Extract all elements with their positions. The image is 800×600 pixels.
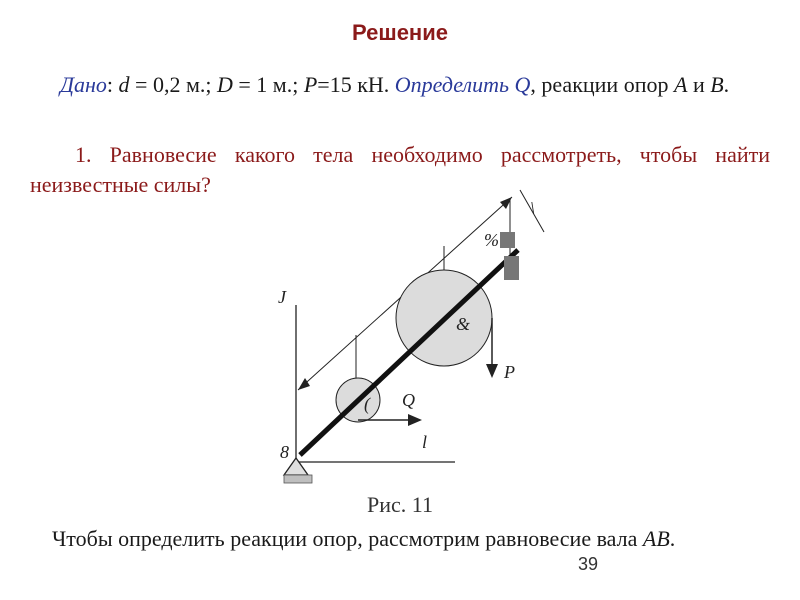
bearing-bottom bbox=[504, 256, 519, 280]
label-small-disk: ( bbox=[364, 394, 370, 414]
label-dimension: \ bbox=[530, 198, 536, 218]
dimension-arrow-start bbox=[298, 378, 310, 390]
given-paragraph: Дано: d = 0,2 м.; D = 1 м.; P=15 кН. Определить Q, реакции опор A и B. bbox=[60, 72, 730, 97]
bearing-top bbox=[500, 232, 515, 248]
label-bearing: % bbox=[484, 230, 499, 250]
force-q-arrowhead bbox=[408, 414, 422, 426]
figure-caption: Рис. 11 bbox=[367, 492, 433, 517]
label-force-p: P bbox=[504, 362, 515, 382]
label-big-disk: & bbox=[456, 314, 471, 334]
slide-title: Решение bbox=[352, 20, 448, 45]
label-support-a: 8 bbox=[280, 442, 289, 462]
support-ground bbox=[284, 475, 312, 483]
page-number: 39 bbox=[578, 554, 599, 574]
question-paragraph: 1. Равновесие какого тела необходимо рассмотреть, чтобы найти неизвестные силы? bbox=[30, 142, 770, 197]
conclusion-paragraph: Чтобы определить реакции опор, рассмотрим равновесие вала AB. bbox=[52, 526, 676, 551]
label-axis-horizontal: l bbox=[422, 432, 428, 452]
force-p-arrowhead bbox=[486, 364, 498, 378]
label-force-q: Q bbox=[402, 390, 415, 410]
label-axis-vertical: J bbox=[278, 287, 286, 307]
determine-label: Определить Q bbox=[394, 72, 531, 97]
given-label: Дано bbox=[60, 72, 107, 97]
